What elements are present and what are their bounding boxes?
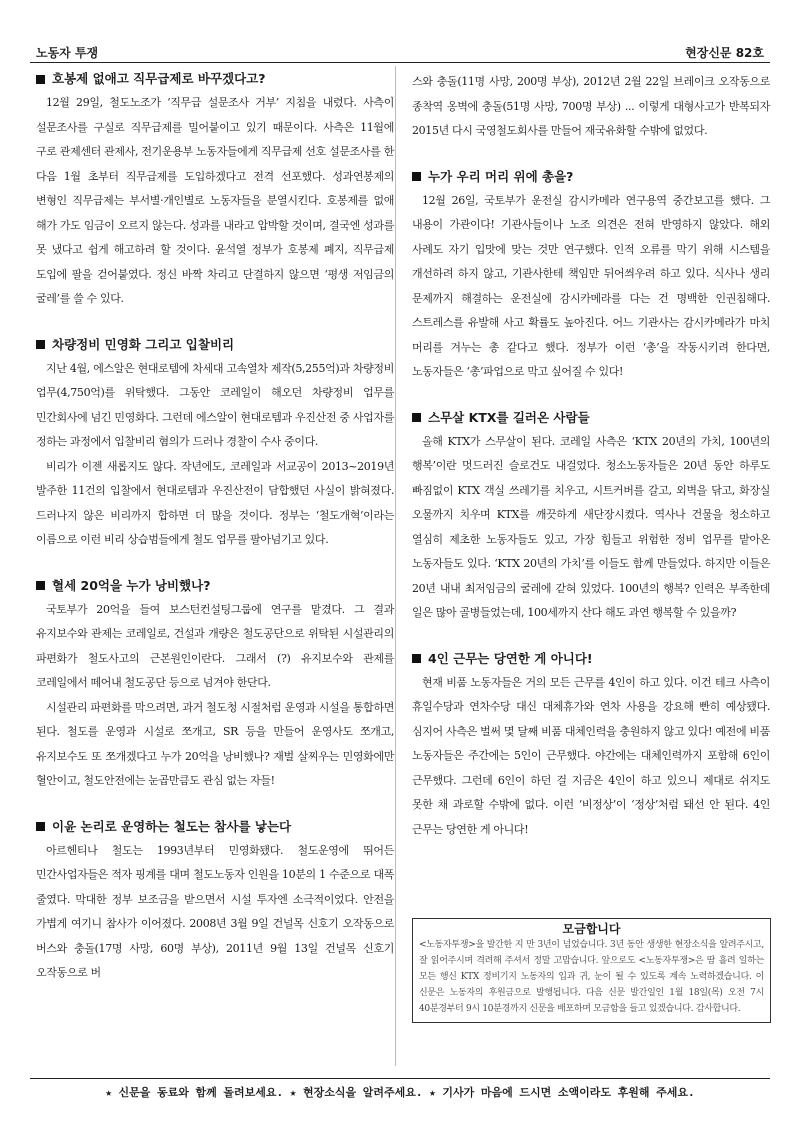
article-title-text: 누가 우리 머리 위에 총을? [428,168,574,184]
article-paragraph: 아르헨티나 철도는 1993년부터 민영화됐다. 철도운영에 뛰어든 민간사업자들은 적자 핑계를 대며 철도노동자 인원을 10분의 1 수준으로 대폭 줄였다. 막대한 정부 보조금을 받으면서 시설 투자엔 소극적이었다. 안전을 가볍게 여기니 참사가 이어졌다. 2008년 3월 9일 건널목 신호기 오작동으로 버스와 충돌(17명 사망, 60명 부상), 2011년 9월 13일 건널목 신호기 오작동으로 버 [36,843,394,979]
article-paragraph: 12월 26일, 국토부가 운전실 감시카메라 연구용역 중간보고를 했다. 그 내용이 가관이다! 기관사들이나 노조 의견은 전혀 반영하지 않았다. 해외 사례도 자기 입맛에 맞는 것만 연구했다. 인적 오류를 막기 위해 시스템을 개선하려 하지 않고, 기관사한테 책임만 뒤어씌우려 하고 있다. 식사나 생리 문제까지 해결하는 운전실에 감시카메라를 다는 건 명백한 인권침해다. 스트레스를 유발해 사고 확률도 높아진다. 어느 기관사는 감시카메라가 마치 머리를 겨누는 총 같다고 했다. 정부가 이런 ‘총’을 작동시키려 한다면, 노동자들은 ‘총’파업으로 막고 싶어질 수 있다! [412,193,770,378]
notice-title: 모금합니다 [562,922,621,936]
article-title [412,409,770,427]
article-paragraph: 올해 KTX가 스무살이 된다. 코레일 사측은 ‘KTX 20년의 가치, 100년의 행복’이란 멋드러진 슬로건도 내걸었다. 청소노동자들은 20년 동안 하루도 빠짐없이 KTX 객실 쓰레기를 치우고, 시트커버를 갈고, 외벽을 닦고, 화장실 오물까지 치우며 KTX를 깨끗하게 새단장시켰다. 역사나 건물을 청소하고 열심히 제초한 노동자들도 있고, 가장 힘들고 위험한 정비 업무를 맡아온 노동자들도 있다. ‘KTX 20년의 가치’를 이들도 함께 만들었다. 하지만 이들은 20년 내내 최저임금의 굴레에 갇혀 있었다. 100년의 행복? 인력은 부족한데 일은 많아 골병들었는데, 100세까지 산다 해도 과연 행복할 수 있을까? [412,434,770,619]
article-title [36,818,394,836]
square-bullet-icon [36,822,45,831]
article [36,577,394,794]
article [36,70,394,312]
article-title [412,650,770,668]
article-title [36,70,394,88]
left-column [36,70,394,1010]
page-header [36,40,764,60]
notice-body: <노동자투쟁>을 발간한 지 만 3년이 넘었습니다. 3년 동안 생생한 현장소식을 알려주시고, 잘 읽어주시며 격려해 주셔서 정말 고맙습니다. 앞으로도 <노동자투쟁>은 땀 흘려 일하는 모든 행신 KTX 정비기지 노동자의 입과 귀, 눈이 될 수 있도록 계속 노력하겠습니다. 이 신문은 노동자의 후원금으로 발행됩니다. 다음 신문 발간일인 1월 18일(목) 오전 7시 40분경부터 9시 10분경까지 신문을 배포하며 모금함을 들고 있겠습니다. 감사합니다. [419,940,764,1014]
square-bullet-icon [412,413,421,422]
article [36,336,394,553]
article-title-text: 이윤 논리로 운영하는 철도는 참사를 낳는다 [52,818,292,834]
article-title [36,577,394,595]
issue-number: 현장신문 82호 [685,46,764,60]
article [412,650,770,843]
article-paragraph: 12월 29일, 철도노조가 ‘직무급 설문조사 거부’ 지침을 내렸다. 사측이 설문조사를 구실로 직무급제를 밀어붙이고 있기 때문이다. 사측은 11월에 구로 관제센터 관제사, 전기운용부 노동자들에게 직무급제 선호 설문조사를 한 다음 1월 초부터 직무급제를 도입하겠다고 전격 선포했다. 성과연봉제의 변형인 직무급제는 부서별·개인별로 노동자들을 분열시킨다. 호봉제를 없애 해가 가도 임금이 오르지 않는다. 성과를 내라고 압박할 것이며, 결국엔 성과를 못 냈다고 쉽게 해고하려 할 것이다. 윤석열 정부가 호봉제 폐지, 직무급제 도입에 팔을 걷어붙였다. 정신 바짝 차리고 단결하지 않으면 ‘평생 저임금의 굴레’를 쓸 수 있다. [36,96,394,305]
article [412,168,770,385]
article-title-text: 차량정비 민영화 그리고 입찰비리 [52,336,235,352]
article-paragraph: 국토부가 20억을 들여 보스턴컨설팅그룹에 연구를 맡겼다. 그 결과 유지보수와 관제는 코레일로, 건설과 개량은 철도공단으로 위탁된 시설관리의 파편화가 철도사고의 근본원인이란다. 그래서 (?) 유지보수와 관제를 코레일에서 떼어내 철도공단 등으로 넘겨야 한단다. [36,602,394,689]
newspaper-name: 노동자 투쟁 [36,46,99,60]
square-bullet-icon [36,75,45,84]
fundraising-notice [412,918,771,1023]
article [412,409,770,626]
article-title [412,168,770,186]
column-divider [395,66,396,1066]
article [36,818,394,986]
article-title-text: 스무살 KTX를 길러온 사람들 [428,409,590,425]
footer-rule [30,1078,770,1079]
square-bullet-icon [36,340,45,349]
article-title-text: 혈세 20억을 누가 낭비했나? [52,577,211,593]
article-paragraph: 비리가 이젠 새롭지도 않다. 작년에도, 코레일과 서교공이 2013~2019년 발주한 11건의 입찰에서 현대로템과 우진산전이 담합했던 사실이 밝혀졌다. 드러나지 않은 비리까지 합하면 더 많을 것이다. 정부는 ‘철도개혁’이라는 이름으로 이런 비리 상습범들에게 철도 업무를 팔아넘기고 있다. [36,459,394,546]
article-title-text: 호봉제 없애고 직무급제로 바꾸겠다고? [52,71,266,86]
right-column [412,70,770,866]
page-footer: ★ 신문을 동료와 함께 돌려보세요. ★ 현장소식을 알려주세요. ★ 기사가 마음에 드시면 소액이라도 후원해 주세요. [105,1086,695,1099]
article-paragraph: 지난 4월, 에스알은 현대로템에 차세대 고속열차 제작(5,255억)과 차량정비 업무(4,750억)를 위탁했다. 그동안 코레일이 해오던 차량정비 업무를 민간회사에 넘긴 민영화다. 그런데 에스알이 현대로템과 우진산전 중 사업자를 정하는 과정에서 입찰비리 혐의가 드러나 경찰이 수사 중이다. [36,361,394,448]
header-rule [30,62,770,63]
article-continuation [412,70,770,144]
square-bullet-icon [412,654,421,663]
article-paragraph: 시설관리 파편화를 막으려면, 과거 철도청 시절처럼 운영과 시설을 통합하면 된다. 철도를 운영과 시설로 쪼개고, SR 등을 만들어 운영사도 쪼개고, 유지보수도 또 쪼개겠다고 누가 20억을 낭비했나? 재벌 살찌우는 민영화에만 혈안이고, 철도안전에는 눈곱만큼도 관심 없는 자들! [36,700,394,787]
article-paragraph: 현재 비품 노동자들은 거의 모든 근무를 4인이 하고 있다. 이건 테크 사측이 휴일수당과 연차수당 대신 대체휴가와 연차 사용을 강요해 빤히 예상됐다. 심지어 사측은 벌써 몇 달째 비품 대체인력을 충원하지 않고 있다! 예전에 비품 노동자들은 주간에는 5인이 근무했다. 야간에는 대체인력까지 포함해 6인이 근무했다. 그런데 6인이 하던 걸 지금은 4인이 하고 있으니 제대로 쉬지도 못한 채 과로할 수밖에 없다. 이런 ‘비정상’이 ‘정상’처럼 돼선 안 된다. 4인 근무는 당연한 게 아니다! [412,675,770,836]
article-paragraph: 스와 충돌(11명 사망, 200명 부상), 2012년 2월 22일 브레이크 오작동으로 종착역 옹벽에 충돌(51명 사망, 700명 부상) ... 이렇게 대형사고가 반복되자 2015년 다시 국영철도회사를 만들어 재국유화할 수밖에 없었다. [412,75,770,137]
square-bullet-icon [412,172,421,181]
article-title-text: 4인 근무는 당연한 게 아니다! [428,650,593,666]
square-bullet-icon [36,581,45,590]
article-title [36,336,394,354]
